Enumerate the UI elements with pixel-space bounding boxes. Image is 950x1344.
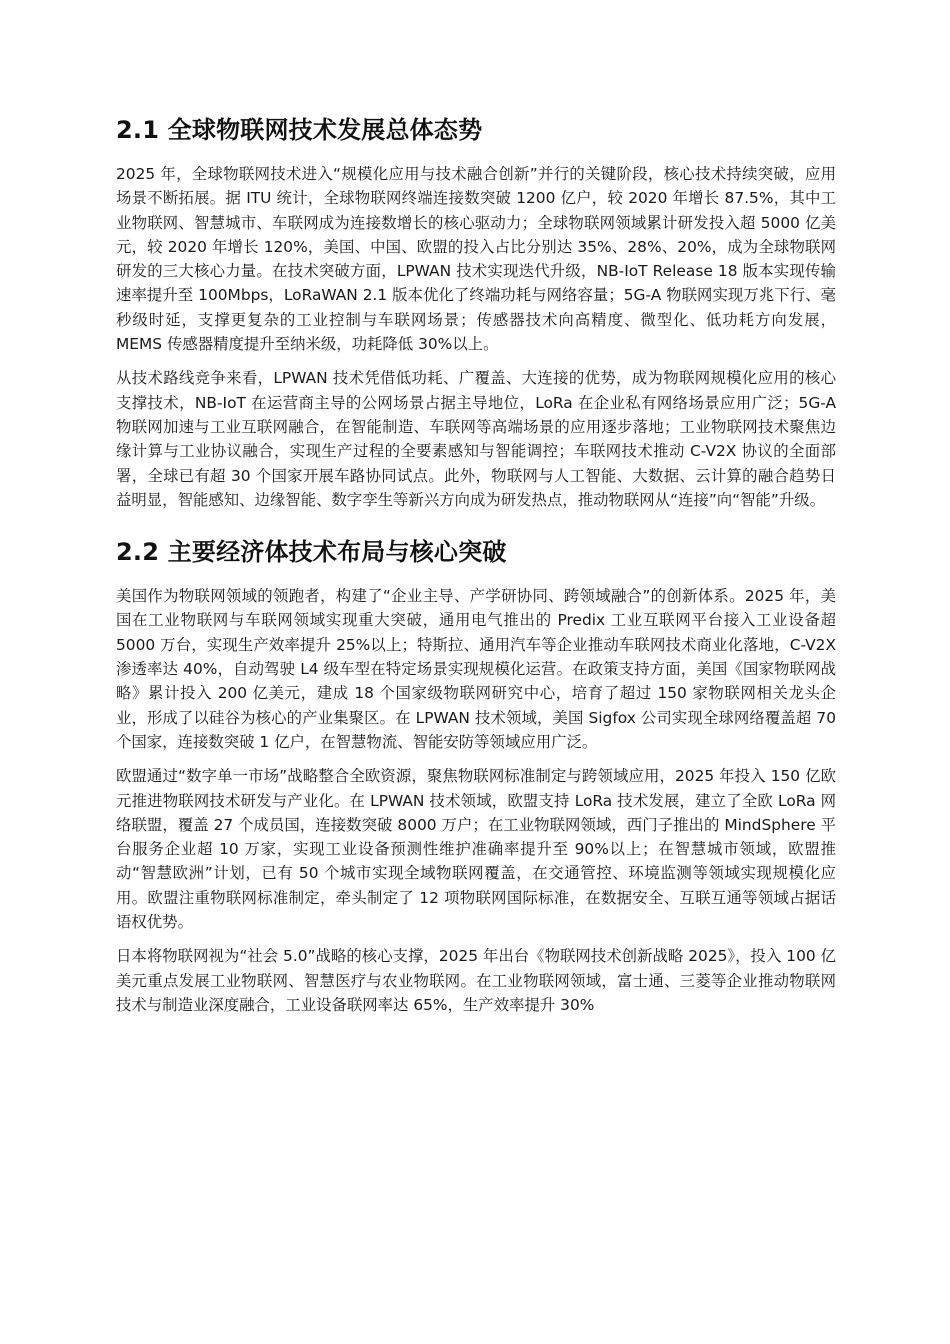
section-2-2-paragraph-1: 美国作为物联网领域的领跑者，构建了“企业主导、产学研协同、跨领域融合”的创新体系。2025 年，美国在工业物联网与车联网领域实现重大突破，通用电气推出的 Predix 工业互联网平台接入工业设备超 5000 万台，实现生产效率提升 25%以上；特斯拉、通用汽车等企业推动车联网技术商业化落地，C-V2X 渗透率达 40%，自动驾驶 L4 级车型在特定场景实现规模化运营。在政策支持方面，美国《国家物联网战略》累计投入 200 亿美元，建成 18 个国家级物联网研究中心，培育了超过 150 家物联网相关龙头企业，形成了以硅谷为核心的产业集聚区。在 LPWAN 技术领域，美国 Sigfox 公司实现全球网络覆盖超 70 个国家，连接数突破 1 亿户，在智慧物流、智能安防等领域应用广泛。 xyxy=(116,587,836,751)
section-2-1-paragraph-1: 2025 年，全球物联网技术进入“规模化应用与技术融合创新”并行的关键阶段，核心技术持续突破，应用场景不断拓展。据 ITU 统计，全球物联网终端连接数突破 1200 亿户，较 2020 年增长 87.5%，其中工业物联网、智慧城市、车联网成为连接数增长的核心驱动力；全球物联网领域累计研发投入超 5000 亿美元，较 2020 年增长 120%，美国、中国、欧盟的投入占比分别达 35%、28%、20%，成为全球物联网研发的三大核心力量。在技术突破方面，LPWAN 技术实现迭代升级，NB-IoT Release 18 版本实现传输速率提升至 100Mbps，LoRaWAN 2.1 版本优化了终端功耗与网络容量；5G-A 物联网实现万兆下行、毫秒级时延，支撑更复杂的工业控制与车联网场景；传感器技术向高精度、微型化、低功耗方向发展，MEMS 传感器精度提升至纳米级，功耗降低 30%以上。 xyxy=(116,165,836,354)
document-page xyxy=(116,112,836,1027)
section-heading-2-2: 2.2 主要经济体技术布局与核心突破 xyxy=(116,538,507,567)
section-2-1-paragraph-2: 从技术路线竞争来看，LPWAN 技术凭借低功耗、广覆盖、大连接的优势，成为物联网规模化应用的核心支撑技术，NB-IoT 在运营商主导的公网场景占据主导地位，LoRa 在企业私有网络场景应用广泛；5G-A 物联网加速与工业互联网融合，在智能制造、车联网等高端场景的应用逐步落地；工业物联网技术聚焦边缘计算与工业协议融合，实现生产过程的全要素感知与智能调控；车联网技术推动 C-V2X 协议的全面部署，全球已有超 30 个国家开展车路协同试点。此外，物联网与人工智能、大数据、云计算的融合趋势日益明显，智能感知、边缘智能、数字孪生等新兴方向成为研发热点，推动物联网从“连接”向“智能”升级。 xyxy=(116,369,836,509)
section-2-2-paragraph-2: 欧盟通过“数字单一市场”战略整合全欧资源，聚焦物联网标准制定与跨领域应用，2025 年投入 150 亿欧元推进物联网技术研发与产业化。在 LPWAN 技术领域，欧盟支持 LoRa 技术发展，建立了全欧 LoRa 网络联盟，覆盖 27 个成员国，连接数突破 8000 万户；在工业物联网领域，西门子推出的 MindSphere 平台服务企业超 10 万家，实现工业设备预测性维护准确率提升至 90%以上；在智慧城市领域，欧盟推动“智慧欧洲”计划，已有 50 个城市实现全域物联网覆盖，在交通管控、环境监测等领域实现规模化应用。欧盟注重物联网标准制定，牵头制定了 12 项物联网国际标准，在数据安全、互联互通等领域占据话语权优势。 xyxy=(116,767,836,932)
section-2-2-paragraph-3: 日本将物联网视为“社会 5.0”战略的核心支撑，2025 年出台《物联网技术创新战略 2025》，投入 100 亿美元重点发展工业物联网、智慧医疗与农业物联网。在工业物联网领域，富士通、三菱等企业推动物联网技术与制造业深度融合，工业设备联网率达 65%，生产效率提升 30% xyxy=(116,947,836,1014)
section-heading-2-1: 2.1 全球物联网技术发展总体态势 xyxy=(116,116,483,144)
